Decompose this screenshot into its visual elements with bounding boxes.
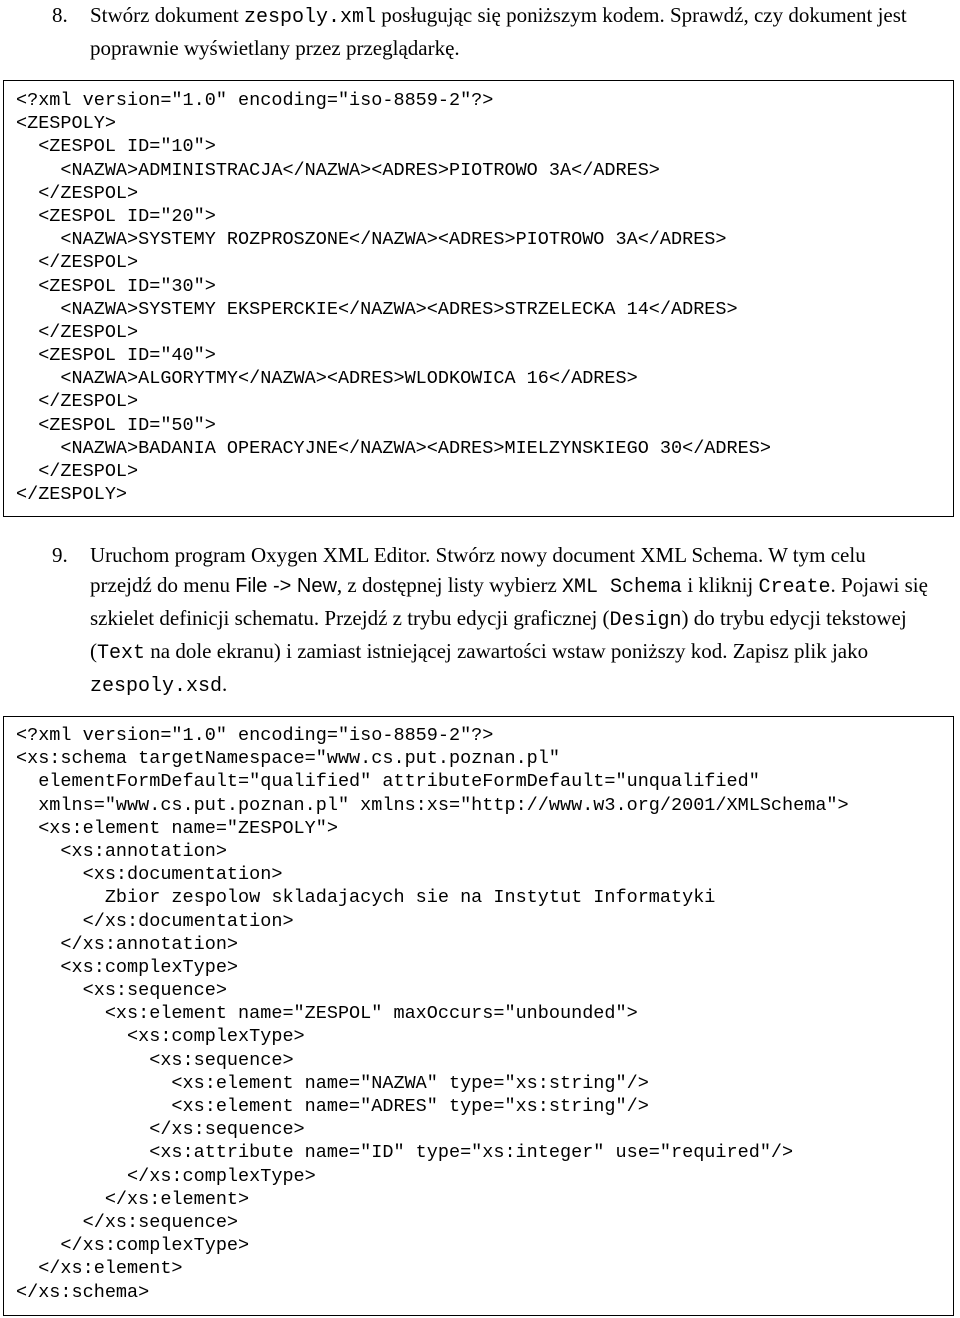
- code-line: </ZESPOL>: [16, 321, 139, 343]
- xml-schema-option: XML Schema: [562, 576, 683, 599]
- code-line: <xs:schema targetNamespace="www.cs.put.poznan.pl": [16, 748, 560, 770]
- step-8-instruction: [52, 0, 932, 63]
- code-line: </xs:element>: [16, 1258, 183, 1280]
- code-line: <xs:attribute name="ID" type="xs:integer" use="required"/>: [16, 1142, 794, 1164]
- step-9-text: Uruchom program Oxygen XML Editor. Stwórz nowy document XML Schema. W tym celu przejdź do menu File -> New, z dostępnej listy wybierz XML Schema i kliknij Create. Pojawi się szkielet definicji schematu. Przejdź z trybu edycji graficznej (Design) do trybu edycji tekstowej (Text na dole ekranu) i zamiast istniejącej zawartości wstaw poniższy kod. Zapisz plik jako zespoly.xsd.: [90, 543, 928, 698]
- code-line: </xs:complexType>: [16, 1235, 250, 1257]
- code-line: </ZESPOL>: [16, 252, 139, 274]
- code-line: <ZESPOLY>: [16, 113, 116, 135]
- code-line: xmlns="www.cs.put.poznan.pl" xmlns:xs="http://www.w3.org/2001/XMLSchema">: [16, 794, 849, 816]
- code-line: <NAZWA>BADANIA OPERACYJNE</NAZWA><ADRES>MIELZYNSKIEGO 30</ADRES>: [16, 437, 771, 459]
- code-line: <?xml version="1.0" encoding="iso-8859-2"?>: [16, 90, 494, 111]
- code-line: </xs:annotation>: [16, 933, 239, 955]
- filename-xml: zespoly.xml: [243, 6, 377, 29]
- code-line: Zbior zespolow skladajacych sie na Instytut Informatyki: [16, 887, 716, 909]
- code-line: elementFormDefault="qualified" attributeFormDefault="unqualified": [16, 771, 760, 793]
- code-line: <xs:complexType>: [16, 1026, 305, 1048]
- text-mode: Text: [97, 642, 146, 665]
- code-line: <xs:element name="ADRES" type="xs:string"/>: [16, 1096, 649, 1117]
- code-line: </ZESPOL>: [16, 461, 139, 482]
- code-line: <ZESPOL ID="50">: [16, 414, 216, 436]
- code-line: </xs:sequence>: [16, 1211, 239, 1233]
- code-line: </ZESPOLY>: [16, 484, 128, 506]
- xml-code-block: [3, 80, 954, 517]
- step-9-instruction: [52, 540, 932, 702]
- filename-xsd: zespoly.xsd: [90, 675, 223, 698]
- create-option: Create: [758, 576, 831, 599]
- code-line: </xs:element>: [16, 1188, 250, 1210]
- code-line: <NAZWA>ADMINISTRACJA</NAZWA><ADRES>PIOTROWO 3A</ADRES>: [16, 159, 660, 181]
- code-line: <?xml version="1.0" encoding="iso-8859-2"?>: [16, 725, 494, 746]
- code-line: <ZESPOL ID="10">: [16, 136, 216, 158]
- code-line: </ZESPOL>: [16, 391, 139, 413]
- code-line: <ZESPOL ID="20">: [16, 205, 216, 227]
- code-line: <ZESPOL ID="40">: [16, 345, 216, 367]
- code-line: <xs:sequence>: [16, 1049, 294, 1071]
- code-line: </xs:sequence>: [16, 1119, 305, 1141]
- code-line: </xs:complexType>: [16, 1165, 316, 1187]
- code-line: </xs:documentation>: [16, 910, 294, 932]
- code-line: <xs:element name="ZESPOLY">: [16, 817, 338, 839]
- menu-path: File -> New: [235, 575, 337, 597]
- code-line: <NAZWA>SYSTEMY EKSPERCKIE</NAZWA><ADRES>STRZELECKA 14</ADRES>: [16, 298, 738, 320]
- code-line: <xs:documentation>: [16, 864, 283, 886]
- code-line: </ZESPOL>: [16, 182, 139, 204]
- code-line: <xs:element name="NAZWA" type="xs:string"/>: [16, 1072, 649, 1094]
- step-8-number: 8.: [52, 3, 68, 27]
- step-9-number: 9.: [52, 543, 68, 567]
- code-line: </xs:schema>: [16, 1281, 150, 1303]
- code-line: <xs:element name="ZESPOL" maxOccurs="unbounded">: [16, 1003, 638, 1025]
- code-line: <NAZWA>ALGORYTMY</NAZWA><ADRES>WLODKOWICA 16</ADRES>: [16, 368, 638, 390]
- code-line: <xs:complexType>: [16, 956, 239, 978]
- code-line: <ZESPOL ID="30">: [16, 275, 216, 297]
- code-line: <xs:annotation>: [16, 840, 227, 862]
- code-line: <NAZWA>SYSTEMY ROZPROSZONE</NAZWA><ADRES>PIOTROWO 3A</ADRES>: [16, 229, 727, 251]
- code-line: <xs:sequence>: [16, 980, 227, 1002]
- xsd-code-block: [3, 716, 954, 1316]
- design-mode: Design: [609, 609, 682, 632]
- step-8-text: Stwórz dokument zespoly.xml posługując się poniższym kodem. Sprawdź, czy dokument jest poprawnie wyświetlany przez przeglądarkę.: [90, 3, 907, 60]
